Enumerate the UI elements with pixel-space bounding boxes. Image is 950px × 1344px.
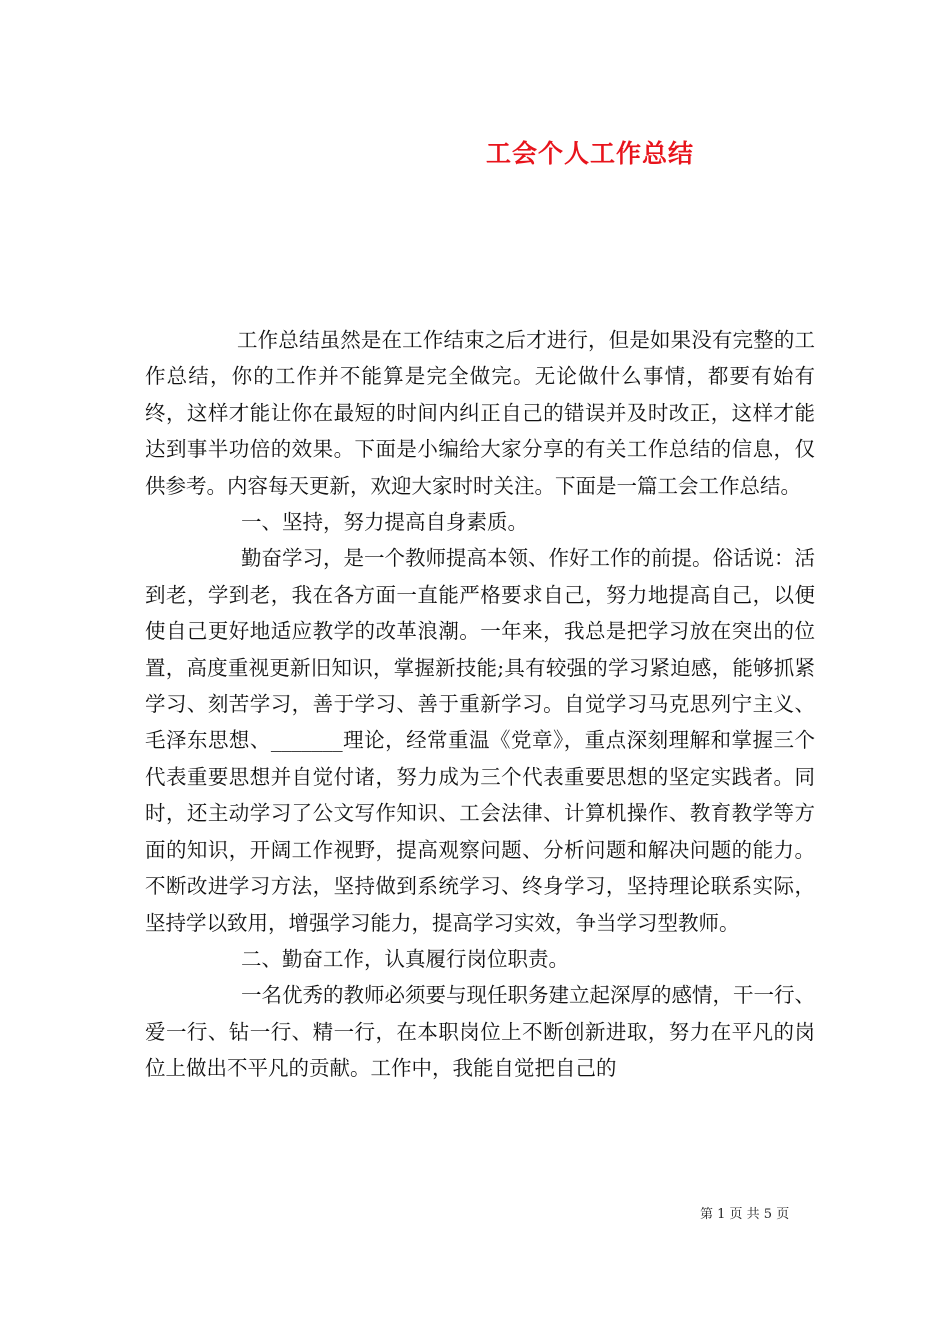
page-title: 工会个人工作总结: [485, 139, 694, 168]
section-paragraph-1: 勤奋学习，是一个教师提高本领、作好工作的前提。俗话说：活到老，学到老，我在各方面一直能严格要求自己，努力地提高自己，以便使自己更好地适应教学的改革浪潮。一年来，我总是把学习放在突出的位置，高度重视更新旧知识，掌握新技能;具有较强的学习紧迫感，能够抓紧学习、刻苦学习，善于学习、善于重新学习。自觉学习马克思列宁主义、毛泽东思想、_______理论，经常重温《党章》，重点深刻理解和掌握三个代表重要思想并自觉付诸，努力成为三个代表重要思想的坚定实践者。同时，还主动学习了公文写作知识、工会法律、计算机操作、教育教学等方面的知识，开阔工作视野，提高观察问题、分析问题和解决问题的能力。不断改进学习方法，坚持做到系统学习、终身学习，坚持理论联系实际，坚持学以致用，增强学习能力，提高学习实效，争当学习型教师。: [145, 546, 815, 935]
intro-paragraph: 工作总结虽然是在工作结束之后才进行，但是如果没有完整的工作总结，你的工作并不能算是完全做完。无论做什么事情，都要有始有终，这样才能让你在最短的时间内纠正自己的错误并及时改正，这样才能达到事半功倍的效果。下面是小编给大家分享的有关工作总结的信息，仅供参考。内容每天更新，欢迎大家时时关注。下面是一篇工会工作总结。: [145, 328, 815, 498]
page-number-footer: 第 1 页 共 5 页: [700, 1207, 790, 1222]
section-heading-1: 一、坚持，努力提高自身素质。: [241, 510, 528, 535]
section-heading-2: 二、勤奋工作，认真履行岗位职责。: [241, 946, 569, 971]
section-paragraph-2: 一名优秀的教师必须要与现任职务建立起深厚的感情，干一行、爱一行、钻一行、精一行，在本职岗位上不断创新进取，努力在平凡的岗位上做出不平凡的贡献。工作中，我能自觉把自己的: [145, 983, 815, 1081]
document-body: [145, 322, 815, 1087]
